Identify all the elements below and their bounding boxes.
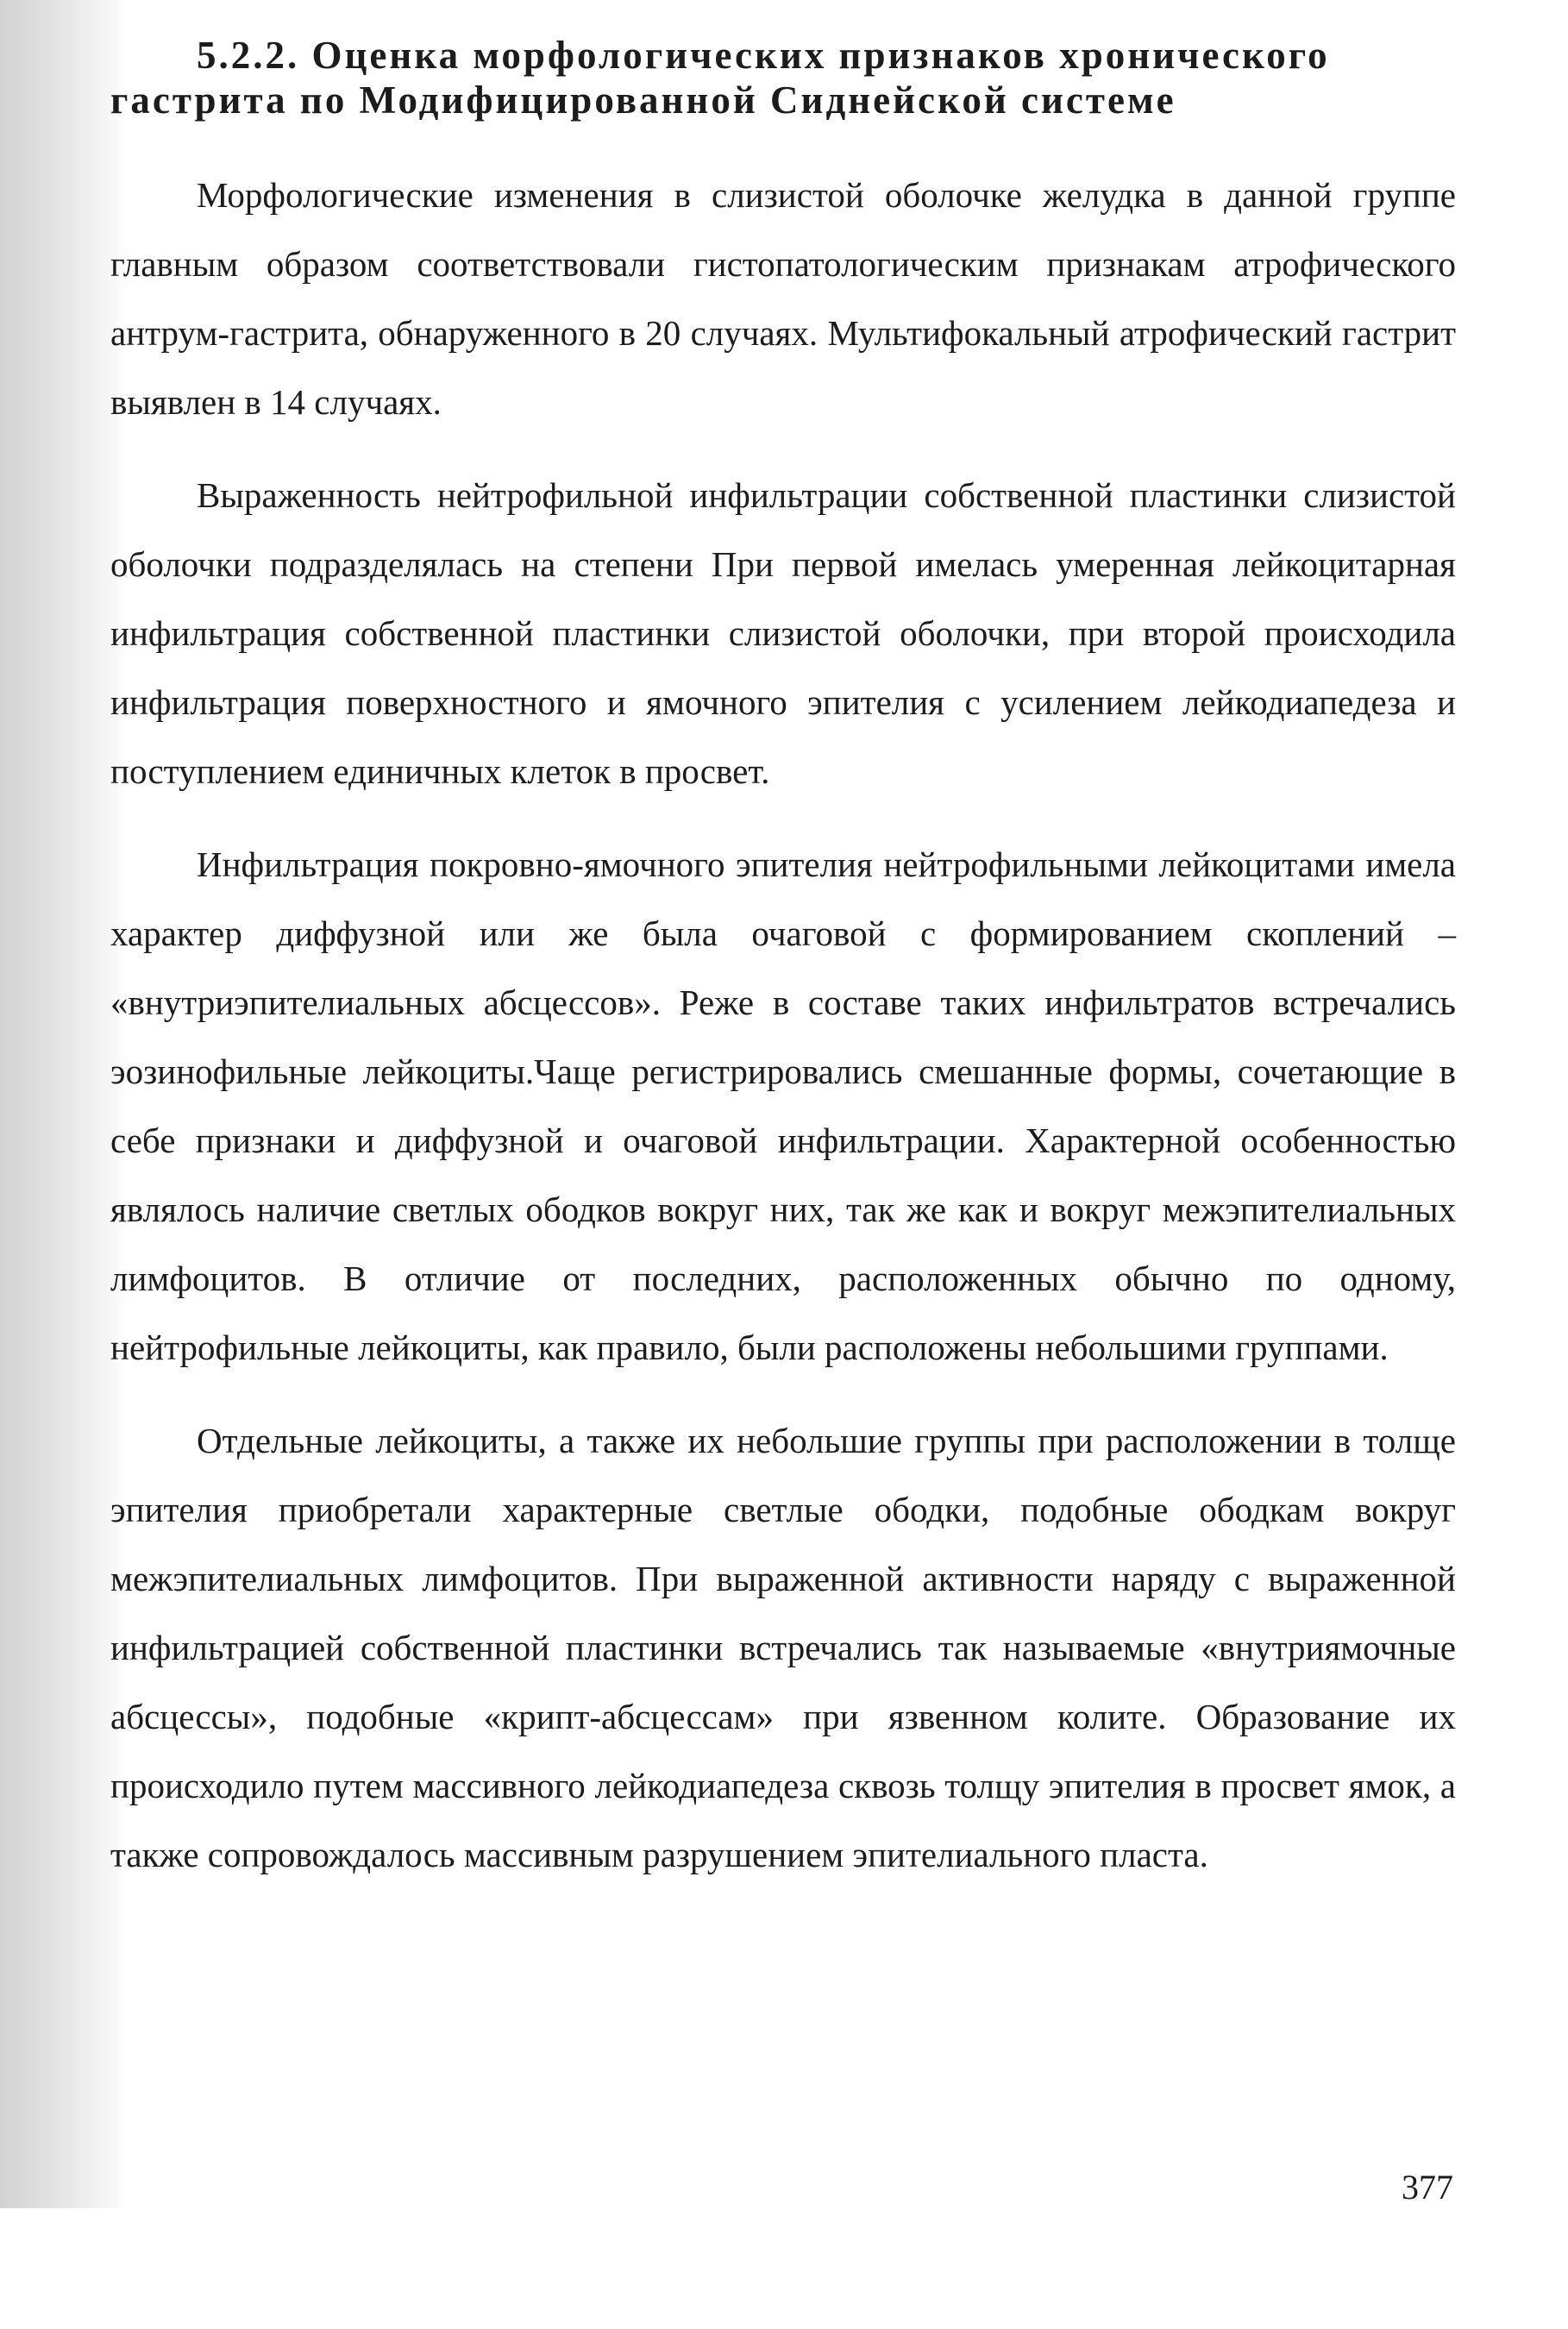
- section-heading-line-2: гастрита по Модифицированной Сиднейской системе: [110, 78, 1176, 122]
- paragraph-1: Морфологические изменения в слизистой оболочке желудка в данной группе главным образом соответствовали гистопатологическим признакам атрофического антрум-гастрита, обнаруженного в 20 случаях. Мультифокальный атрофический гастрит выявлен в 14 случаях.: [110, 175, 1456, 422]
- paragraph-4: Отдельные лейкоциты, а также их небольшие группы при расположении в толще эпителия приобретали характерные светлые ободки, подобные ободкам вокруг межэпителиальных лимфоцитов. При выраженной активности наряду с выраженной инфильтрацией собственной пластинки встречались так называемые «внутриямочные абсцессы», подобные «крипт-абсцессам» при язвенном колите. Образование их происходило путем массивного лейкодиапедеза сквозь толщу эпителия в просвет ямок, а также сопровождалось массивным разрушением эпителиального пласта.: [110, 1421, 1456, 1874]
- section-heading-line-1: 5.2.2. Оценка морфологических признаков хронического: [197, 34, 1330, 77]
- paragraph-3: Инфильтрация покровно-ямочного эпителия нейтрофильными лейкоцитами имела характер диффузной или же была очаговой с формированием скоплений – «внутриэпителиальных абсцессов». Реже в составе таких инфильтратов встречались эозинофильные лейкоциты.Чаще регистрировались смешанные формы, сочетающие в себе признаки и диффузной и очаговой инфильтрации. Характерной особенностью являлось наличие светлых ободков вокруг них, так же как и вокруг межэпителиальных лимфоцитов. В отличие от последних, расположенных обычно по одному, нейтрофильные лейкоциты, как правило, были расположены небольшими группами.: [110, 844, 1456, 1367]
- section-heading: [110, 33, 1456, 122]
- document-page: [110, 33, 1456, 1913]
- page-number: 377: [1402, 2168, 1453, 2207]
- paragraph-2: Выраженность нейтрофильной инфильтрации собственной пластинки слизистой оболочки подразделялась на степени При первой имелась умеренная лейкоцитарная инфильтрация собственной пластинки слизистой оболочки, при второй происходила инфильтрация поверхностного и ямочного эпителия с усилением лейкодиапедеза и поступлением единичных клеток в просвет.: [110, 475, 1456, 791]
